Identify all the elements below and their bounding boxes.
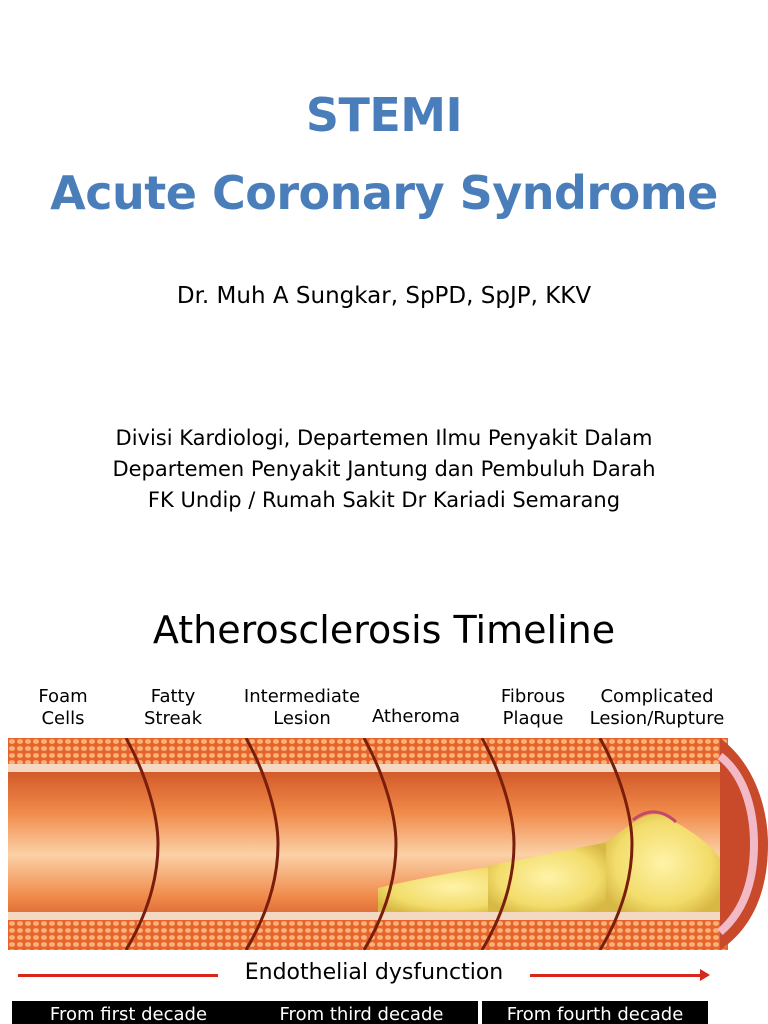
stage-label-line: Fatty bbox=[150, 686, 196, 707]
intima-top bbox=[8, 764, 728, 772]
stage-label-line: Foam bbox=[38, 686, 88, 707]
arrow-left-line bbox=[18, 974, 218, 977]
affiliation-line-2: Departemen Penyakit Jantung dan Pembuluh Darah bbox=[112, 457, 656, 481]
stage-label-line: Fibrous bbox=[500, 686, 566, 707]
artery-cross-section-illustration bbox=[8, 738, 768, 950]
stage-label-line: Atheroma bbox=[371, 706, 461, 727]
decade-label-first: From first decade bbox=[12, 1001, 245, 1024]
decade-label-third: From third decade bbox=[245, 1001, 478, 1024]
stage-label-foam-cells bbox=[18, 686, 108, 730]
endothelial-dysfunction-label: Endothelial dysfunction bbox=[244, 960, 504, 985]
stage-label-line: Lesion/Rupture bbox=[589, 708, 725, 729]
vessel-wall-top bbox=[8, 738, 728, 764]
stage-label-complicated-lesion bbox=[580, 686, 734, 730]
stage-label-line: Lesion bbox=[273, 708, 331, 729]
stage-label-line: Streak bbox=[143, 708, 203, 729]
slide-title: STEMI bbox=[305, 88, 463, 142]
stage-label-line: Plaque bbox=[502, 708, 564, 729]
affiliation-line-1: Divisi Kardiologi, Departemen Ilmu Penyakit Dalam bbox=[115, 426, 653, 450]
author-name: Dr. Muh A Sungkar, SpPD, SpJP, KKV bbox=[176, 283, 592, 309]
stage-label-atheroma bbox=[366, 706, 466, 728]
timeline-title: Atherosclerosis Timeline bbox=[152, 608, 616, 652]
stage-label-fatty-streak bbox=[128, 686, 218, 730]
slide-subtitle: Acute Coronary Syndrome bbox=[50, 166, 718, 220]
stage-label-line: Complicated bbox=[600, 686, 714, 707]
decade-label-fourth: From fourth decade bbox=[482, 1001, 708, 1024]
intima-bottom bbox=[8, 912, 728, 920]
affiliation-line-3: FK Undip / Rumah Sakit Dr Kariadi Semarang bbox=[147, 488, 621, 512]
vessel-open-end bbox=[720, 738, 768, 950]
arrow-right-line bbox=[530, 974, 706, 977]
stage-label-line: Intermediate bbox=[243, 686, 361, 707]
stage-label-intermediate-lesion bbox=[238, 686, 366, 730]
arrow-right-icon bbox=[700, 969, 710, 981]
stage-label-line: Cells bbox=[41, 708, 85, 729]
stage-label-fibrous-plaque bbox=[488, 686, 578, 730]
